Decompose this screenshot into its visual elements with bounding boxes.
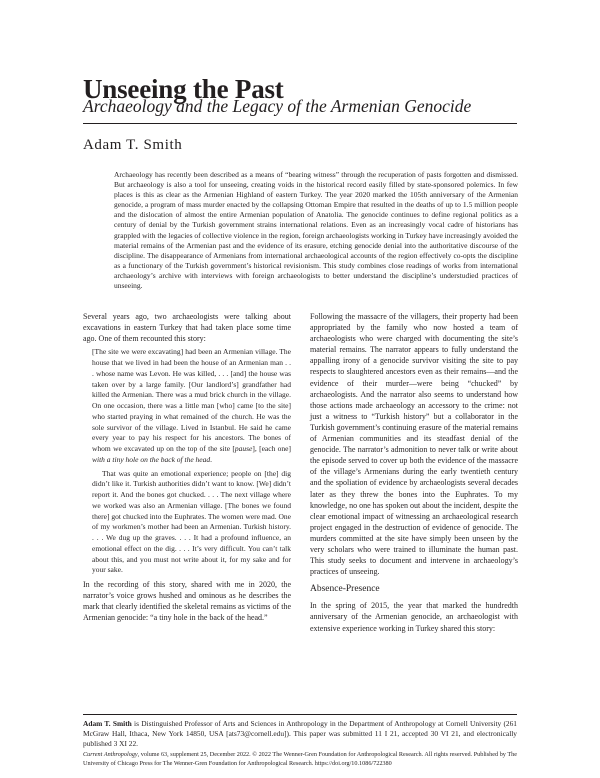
quote-1-main: [The site we were excavating] had been an Armenian village. The house that we lived in had been the house of an Armenian man . . . whose name was Levon. He was killed, . . . [and] the house was taken over by a large family. [Our landlord’s] grandfather had killed the Armenian. There was a mud brick church in the village. On one occasion, there was a little man [who] came [to the site] who started praying in what remained of the church. He was the sole survivor of the village. Lived in Istanbul. He said he came every year to pay his respect for his ancestors. The bones of whom we excavated up on the top of the site [ bbox=[92, 347, 291, 454]
block-quote-1 bbox=[92, 347, 291, 465]
footer-divider bbox=[83, 714, 517, 715]
publication-info bbox=[83, 750, 517, 768]
closing-paragraph: In the recording of this story, shared with me in 2020, the narrator’s voice grows hushed and ominous as he describes the mark that clearly identified the skeletal remains as victims of the Armenian genocide: “a tiny hole in the back of the head.” bbox=[83, 580, 291, 623]
title-divider bbox=[83, 123, 517, 124]
journal-name: Current Anthropology bbox=[83, 751, 138, 758]
body-paragraph-2: In the spring of 2015, the year that marked the hundredth anniversary of the Armenian genocide, an archaeologist with extensive experience working in Turkey shared this story: bbox=[310, 601, 518, 633]
quote-1-mid: ], [each one] bbox=[252, 444, 291, 454]
bio-name: Adam T. Smith bbox=[83, 719, 132, 728]
block-quote-2: That was quite an emotional experience; people on [the] dig didn’t like it. Turkish authorities didn’t want to know. [We] didn’t report it. And the bones got chucked. . . . The next village where we worked was also an Armenian village. [The bones we found there] got chucked into the Euphrates. The women were mad. One of my workmen’s mother had been an Armenian. Turkish history. . . . We dug up the graves. . . . It had a profound influence, an emotional effect on the dig. . . . It’s very difficult. You can’t talk about this, and you must not write about it, for my sake and for your sake. bbox=[92, 468, 291, 575]
section-heading: Absence-Presence bbox=[310, 584, 380, 595]
right-column bbox=[310, 311, 518, 634]
journal-info: , volume 63, supplement 25, December 2022. © 2022 The Wenner-Gren Foundation for Anthropological Research. All rights reserved. Published by The University of Chicago Press for The Wenner-Gren Foundation for Anthropological Research. https://doi.org/10.1086/722380 bbox=[83, 751, 517, 767]
quote-1-end: . bbox=[210, 454, 212, 464]
intro-paragraph: Several years ago, two archaeologists were talking about excavations in eastern Turkey that had taken place some time ago. One of them recounted this story: bbox=[83, 312, 291, 344]
author-bio bbox=[83, 719, 517, 749]
author-name: Adam T. Smith bbox=[83, 137, 183, 153]
quote-1-pause: pause bbox=[234, 444, 253, 454]
body-paragraph-1: Following the massacre of the villagers, their property had been appropriated by the family who now hosted a team of archaeologists who were charged with documenting the site’s material remains. The narrator appears to fully understand the appalling irony of a genocide survivor visiting the site to pay respects to slaughtered ancestors even as their remains—and the evidence of their murder—were being “chucked” by archaeologists. And the narrator also seems to understand how those actions made archaeology an accessory to the crime: not just a witness to “Turkish history” but a collaborator in the Turkish government’s continuing erasure of the material remains of Armenian communities and its steadfast denial of the genocide. The narrator’s admonition to never talk or write about the episode served to cover up both the evidence of the massacre of the village’s Armenians during the early twentieth century and the spoliation of evidence by archaeologists several decades later as they threw the bones into the Euphrates. To my knowledge, no one has spoken out about the incident, despite the clear emotional impact of witnessing an archaeological research project engaged in the destruction of evidence of genocide. The murders committed at the site have simply been unseen by the very scholars who were trained to illuminate the human past. This study seeks to document and intervene in archaeology’s practices of unseeing. bbox=[310, 312, 518, 577]
article-title: Unseeing the Past bbox=[83, 74, 284, 104]
abstract: Archaeology has recently been described as a means of “bearing witness” through the recuperation of pasts forgotten and dismissed. But archaeology is also a tool for unseeing, creating voids in the historical record easily filled by state-sponsored polemics. In few places is this as clear as the Armenian Highland of eastern Turkey. The year 2020 marked the 105th anniversary of the Armenian genocide, a program of mass murder enacted by the collapsing Ottoman Empire that resulted in the deaths of up to 1.5 million people and the dislocation of almost the entire Armenian population of Anatolia. The genocide continues to define regional politics as a century of denial by the Turkish government strains international relations. Even as an increasingly vocal cadre of historians has grappled with the legacies of collective violence in the region, foreign archaeologists working in Turkey have increasingly avoided the material remains of the Armenian past and the evidence of its erasure, etching genocide denial into the authoritative discourse of the discipline. The disappearance of Armenians from international archaeological accounts of the region effectively co-opts the discipline as a functionary of the Turkish government’s historical revisionism. This study combines close readings of works from international archaeology’s archive with interviews with foreign archaeologists to better understand the discipline’s understudied practices of unseeing. bbox=[114, 170, 518, 291]
article-subtitle: Archaeology and the Legacy of the Armenian Genocide bbox=[83, 96, 472, 116]
bio-text: is Distinguished Professor of Arts and Sciences in Anthropology in the Department of Anthropology at Cornell University (261 McGraw Hall, Ithaca, New York 14850, USA [ats73@cornell.edu]). This paper was submitted 11 I 21, accepted 30 VI 21, and electronically published 3 XI 22. bbox=[83, 719, 518, 748]
left-column bbox=[83, 311, 291, 623]
quote-1-italic: with a tiny hole on the back of the head bbox=[92, 454, 211, 464]
